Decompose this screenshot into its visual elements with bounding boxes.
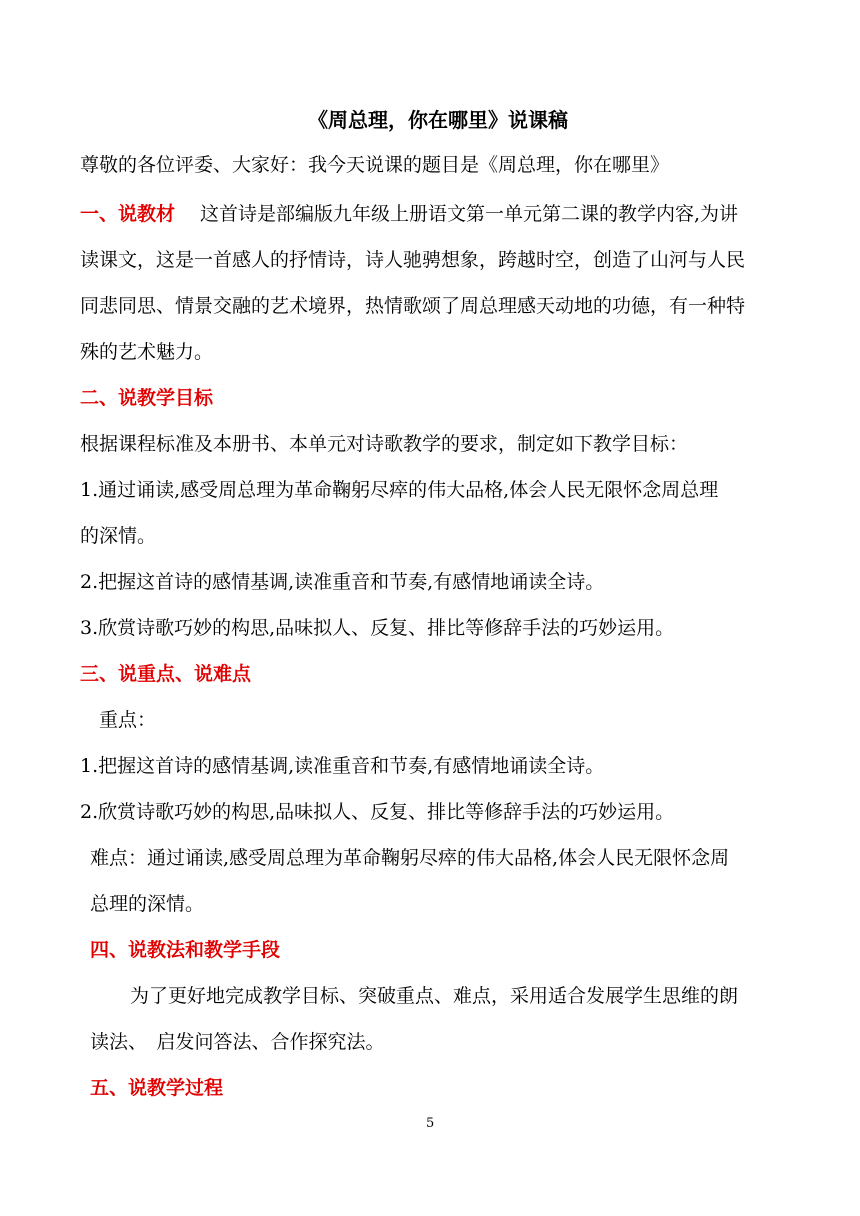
section1-heading: 一、说教材 [80,203,176,225]
greeting-text: 尊敬的各位评委、大家好：我今天说课的题目是《周总理，你在哪里》 [80,154,670,176]
goal-item: 1.通过诵读,感受周总理为革命鞠躬尽瘁的伟大品格,体会人民无限怀念周总理 [80,479,719,501]
document-title: 《周总理，你在哪里》说课稿 [308,108,568,132]
section4-heading: 四、说教法和教学手段 [90,939,281,961]
key-points-label: 重点： [99,709,157,731]
section1-text: 同悲同思、情景交融的艺术境界，热情歌颂了周总理感天动地的功德，有一种特 [80,295,746,317]
goal-item: 2.把握这首诗的感情基调,读准重音和节奏,有感情地诵读全诗。 [80,571,605,593]
section2-intro: 根据课程标准及本册书、本单元对诗歌教学的要求，制定如下教学目标： [80,433,689,455]
section4-text: 读法、 启发问答法、合作探究法。 [90,1031,385,1053]
difficulty-text: 总理的深情。 [90,893,205,915]
section5-heading: 五、说教学过程 [90,1077,224,1099]
section4-text: 为了更好地完成教学目标、突破重点、难点，采用适合发展学生思维的朗 [130,985,739,1007]
difficulty-text: 难点：通过诵读,感受周总理为革命鞠躬尽瘁的伟大品格,体会人民无限怀念周 [90,847,730,869]
section1-text: 殊的艺术魅力。 [80,341,214,363]
section1-text: 这首诗是部编版九年级上册语文第一单元第二课的教学内容,为讲 [200,203,739,225]
goal-item: 的深情。 [80,525,157,547]
section1-text: 读课文，这是一首感人的抒情诗，诗人驰骋想象，跨越时空，创造了山河与人民 [80,249,746,271]
key-point-item: 2.欣赏诗歌巧妙的构思,品味拟人、反复、排比等修辞手法的巧妙运用。 [80,801,675,823]
key-point-item: 1.把握这首诗的感情基调,读准重音和节奏,有感情地诵读全诗。 [80,755,605,777]
page-number: 5 [426,1116,435,1131]
section3-heading: 三、说重点、说难点 [80,663,252,685]
goal-item: 3.欣赏诗歌巧妙的构思,品味拟人、反复、排比等修辞手法的巧妙运用。 [80,617,675,639]
section2-heading: 二、说教学目标 [80,387,214,409]
